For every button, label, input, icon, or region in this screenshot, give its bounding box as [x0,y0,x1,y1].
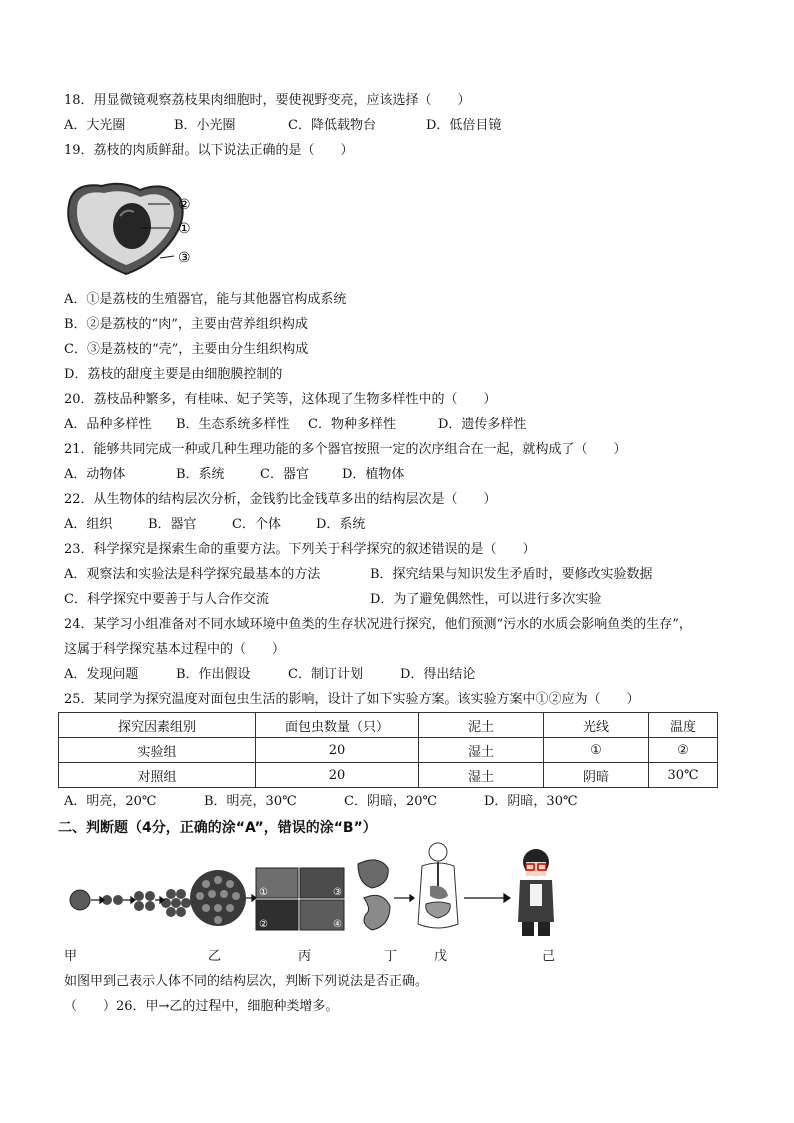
q18-option-c: C．降低载物台 [288,118,376,133]
q22-option-a: A．组织 [64,517,113,532]
figure-label-ji: 己 [542,949,556,964]
q25-stem: 25．某同学为探究温度对面包虫生活的影响，设计了如下实验方案。该实验方案中①②应为（ ） [64,692,640,707]
cell-eight-icon [161,889,191,917]
q20-stem: 20．荔枝品种繁多，有桂味、妃子笑等，这体现了生物多样性中的（ ） [64,392,497,407]
table-cell: 湿土 [419,763,544,788]
cell-single-icon [70,890,90,910]
q24-option-d: D．得出结论 [400,667,476,682]
table-cell: 阴暗 [544,763,649,788]
q26-statement: （ ）26．甲→乙的过程中，细胞种类增多。 [64,999,339,1014]
q24-stem-line1: 24．某学习小组准备对不同水域环境中鱼类的生存状况进行探究，他们预测“污水的水质会影响鱼类的生存”， [64,617,692,632]
q25-option-c: C．阴暗，20℃ [344,794,438,809]
lychee-figure [62,178,202,276]
table-cell: 对照组 [59,763,256,788]
table-row [59,738,718,763]
cell-four-icon [134,891,144,901]
q23-option-a: A．观察法和实验法是科学探究最基本的方法 [64,567,321,582]
q21-stem: 21．能够共同完成一种或几种生理功能的多个器官按照一定的次序组合在一起，就构成了（ ） [64,442,627,457]
table-header-cell: 泥土 [419,713,544,738]
section2-description: 如图甲到己表示人体不同的结构层次，判断下列说法是否正确。 [64,974,429,989]
section2-heading: 二、判断题（4分，正确的涂“A”，错误的涂“B”） [58,820,377,836]
tissue-number-1: ① [259,887,268,898]
tissue-number-2: ② [259,919,268,930]
q22-stem: 22．从生物体的结构层次分析，金钱豹比金钱草多出的结构层次是（ ） [64,492,497,507]
q24-option-c: C．制订计划 [288,667,363,682]
q20-option-d: D．遗传多样性 [438,417,527,432]
q23-option-d: D．为了避免偶然性，可以进行多次实验 [370,592,602,607]
figure-label-bing: 丙 [298,949,312,964]
tissue-number-3: ③ [333,887,342,898]
q21-option-b: B．系统 [176,467,225,482]
q22-option-c: C．个体 [232,517,281,532]
lychee-label-1: ① [178,221,191,237]
table-header-cell: 光线 [544,713,649,738]
table-cell: 实验组 [59,738,256,763]
q25-option-d: D．阴暗，30℃ [484,794,578,809]
q24-option-a: A．发现问题 [64,667,139,682]
q20-option-c: C．物种多样性 [308,417,396,432]
table-cell: 湿土 [419,738,544,763]
table-header-row [59,713,718,738]
stomach-icon [364,895,390,930]
q19-option-b: B．②是荔枝的“肉”，主要由营养组织构成 [64,317,308,332]
q19-stem: 19．荔枝的肉质鲜甜。以下说法正确的是（ ） [64,143,354,158]
structural-levels-figure [60,840,580,944]
figure-label-wu: 戊 [434,949,448,964]
q22-option-b: B．器官 [148,517,197,532]
figure-label-jia: 甲 [64,949,78,964]
table-header-cell: 面包虫数量（只） [256,713,419,738]
q20-option-b: B．生态系统多样性 [176,417,290,432]
q25-experiment-table [58,712,718,788]
q18-stem: 18．用显微镜观察荔枝果肉细胞时，要使视野变亮，应该选择（ ） [64,93,471,108]
table-cell: ② [649,738,718,763]
q25-option-b: B．明亮，30℃ [204,794,297,809]
q23-option-b: B．探究结果与知识发生矛盾时，要修改实验数据 [370,567,653,582]
q19-option-a: A．①是荔枝的生殖器官，能与其他器官构成系统 [64,292,347,307]
tissue-number-4: ④ [333,919,342,930]
table-header-cell: 温度 [649,713,718,738]
table-cell: 30℃ [649,763,718,788]
q24-option-b: B．作出假设 [176,667,251,682]
table-row [59,763,718,788]
table-cell: ① [544,738,649,763]
q18-option-b: B．小光圈 [174,118,236,133]
liver-icon [358,860,388,888]
table-cell: 20 [256,738,419,763]
lychee-label-2: ② [178,197,191,213]
q23-stem: 23．科学探究是探索生命的重要方法。下列关于科学探究的叙述错误的是（ ） [64,542,536,557]
lychee-label-3: ③ [178,250,191,266]
table-header-cell: 探究因素组别 [59,713,256,738]
figure-label-yi: 乙 [208,949,222,964]
q18-option-d: D．低倍目镜 [426,118,502,133]
q19-option-c: C．③是荔枝的“壳”，主要由分生组织构成 [64,342,309,357]
q22-option-d: D．系统 [316,517,366,532]
q21-option-d: D．植物体 [342,467,405,482]
q24-stem-line2: 这属于科学探究基本过程中的（ ） [64,642,286,657]
q23-option-c: C．科学探究中要善于与人合作交流 [64,592,269,607]
figure-label-ding: 丁 [384,949,398,964]
q25-option-a: A．明亮，20℃ [64,794,157,809]
lychee-seed-shape [113,203,151,249]
q20-option-a: A．品种多样性 [64,417,152,432]
q19-option-d: D．荔枝的甜度主要是由细胞膜控制的 [64,367,283,382]
q21-option-c: C．器官 [260,467,309,482]
q18-option-a: A．大光圈 [64,118,126,133]
q21-option-a: A．动物体 [64,467,126,482]
system-head-icon [429,843,447,861]
table-cell: 20 [256,763,419,788]
